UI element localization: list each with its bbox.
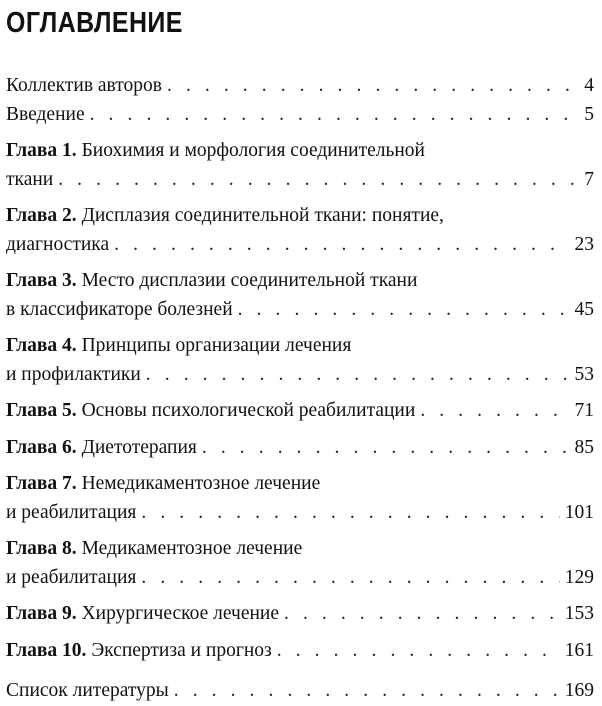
chapter-number: Глава 2. [6,205,77,226]
chapter-number: Глава 4. [6,335,77,356]
toc-entry-label [6,434,197,463]
toc-entry-title-line [6,202,594,231]
toc-entry-label [6,397,415,426]
page-number: 4 [584,75,594,96]
dot-leader [58,166,579,195]
chapter-number: Глава 10. [6,639,87,661]
toc-entry-title: и реабилитация [6,566,137,588]
toc-entry-title-line [6,267,594,296]
toc-entry-label [6,361,141,390]
toc-entry-label [6,101,85,130]
toc-entry-label [6,231,109,260]
toc-page [0,6,602,701]
page-number: 5 [584,103,594,125]
toc-entry[interactable] [6,535,594,592]
chapter-number: Глава 3. [6,270,77,291]
toc-entry[interactable] [6,137,594,194]
dot-leader [284,600,560,629]
dot-leader [90,101,580,130]
chapter-number: Глава 7. [6,473,77,494]
toc-entry[interactable] [6,470,594,527]
toc-entry-title: Список литературы [6,680,169,701]
chapter-number: Глава 9. [6,603,77,624]
toc-entry[interactable] [6,72,594,101]
toc-entry-label [6,499,136,528]
toc-entry-title: ткани [6,168,54,190]
toc-entry-label [6,72,162,101]
dot-leader [114,231,569,260]
toc-entry-label [6,296,233,325]
toc-entry-title: в классификаторе болезней [6,298,233,320]
toc-entry-title: Экспертиза и прогноз [91,639,272,661]
toc-entry-title: диагностика [6,233,110,255]
toc-entry[interactable] [6,267,594,324]
toc-entry[interactable] [6,101,594,130]
page-number: 53 [574,363,594,385]
chapter-number: Глава 8. [6,538,77,559]
page-number: 101 [564,501,594,523]
toc-entry-title: и профилактики [6,363,141,385]
toc-entry-title: Хирургическое лечение [81,603,279,624]
dot-leader [420,397,569,426]
dot-leader [141,499,559,528]
dot-leader [167,72,579,101]
chapter-number: Глава 5. [6,400,77,421]
toc-entry-title-line [6,137,594,166]
toc-entry-title: Основы психологической реабилитации [81,400,416,421]
table-of-contents [6,72,594,706]
page-title: ОГЛАВЛЕНИЕ [6,7,183,39]
toc-entry-label [6,166,53,195]
dot-leader [174,677,560,706]
toc-entry-title: Введение [6,103,85,125]
page-number: 161 [564,639,594,661]
toc-entry-label [6,600,279,629]
toc-entry[interactable] [6,434,594,463]
toc-entry-title-line [6,470,594,499]
toc-entry-label [6,564,136,593]
toc-entry[interactable] [6,637,594,666]
page-number: 71 [574,400,594,421]
dot-leader [146,361,570,390]
dot-leader [277,637,560,666]
page-number: 169 [564,680,594,701]
chapter-number: Глава 6. [6,436,77,458]
toc-entry-title: Диетотерапия [81,436,197,458]
page-number: 129 [564,566,594,588]
page-number: 85 [574,436,594,458]
dot-leader [202,434,570,463]
toc-entry-label [6,637,272,666]
toc-entry-title: Коллектив авторов [6,75,162,96]
dot-leader [238,296,570,325]
toc-entry[interactable] [6,397,594,426]
toc-entry-title: Принципы организации лечения [81,335,352,356]
toc-entry-title-line [6,332,594,361]
toc-entry[interactable] [6,332,594,389]
toc-entry-title: Дисплазия соединительной ткани: понятие, [81,205,444,226]
toc-entry-title: Медикаментозное лечение [81,538,303,559]
toc-entry[interactable] [6,677,594,706]
toc-entry-title-line [6,535,594,564]
toc-entry-title: Немедикаментозное лечение [81,473,321,494]
toc-entry-title: Место дисплазии соединительной ткани [81,270,418,291]
toc-entry-title: Биохимия и морфология соединительной [81,140,425,161]
chapter-number: Глава 1. [6,140,77,161]
page-number: 7 [584,168,594,190]
page-number: 23 [574,233,594,255]
page-number: 45 [574,298,594,320]
page-number: 153 [564,603,594,624]
toc-entry-label [6,677,169,706]
toc-entry[interactable] [6,600,594,629]
toc-entry-title: и реабилитация [6,501,137,523]
dot-leader [141,564,559,593]
toc-entry[interactable] [6,202,594,259]
